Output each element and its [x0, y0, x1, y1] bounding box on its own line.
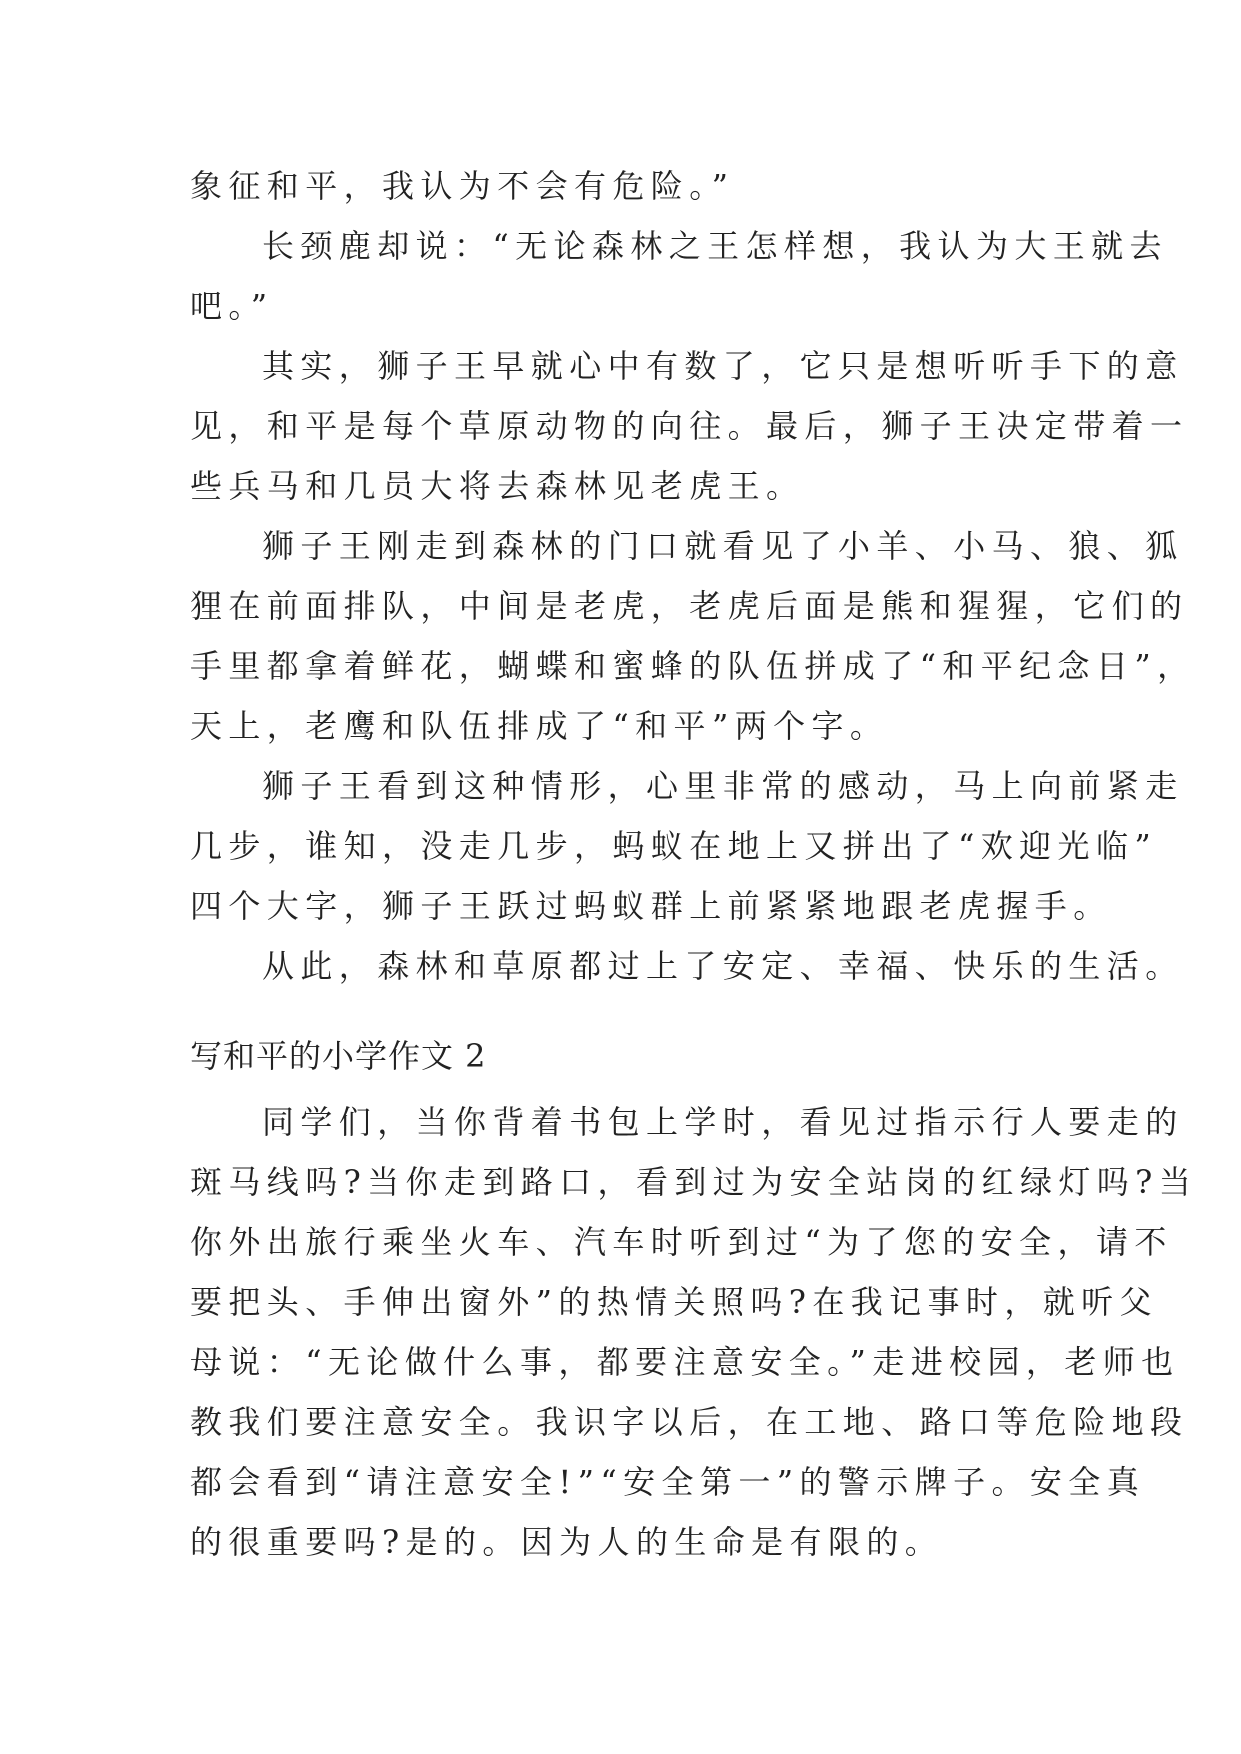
paragraph-line: 些兵马和几员大将去森林见老虎王。: [190, 467, 805, 505]
paragraph-line: 同学们，当你背着书包上学时，看见过指示行人要走的: [262, 1103, 1184, 1141]
paragraph-line: 你外出旅行乘坐火车、汽车时听到过“为了您的安全，请不: [190, 1223, 1173, 1261]
paragraph-line: 象征和平，我认为不会有危险。”: [190, 167, 735, 205]
paragraph-line: 的很重要吗?是的。因为人的生命是有限的。: [190, 1523, 944, 1561]
paragraph-line: 吧。”: [190, 287, 274, 325]
paragraph-line: 见，和平是每个草原动物的向往。最后，狮子王决定带着一: [190, 407, 1189, 445]
paragraph-line: 手里都拿着鲜花，蝴蝶和蜜蜂的队伍拼成了“和平纪念日”，: [190, 647, 1196, 685]
paragraph-line: 天上，老鹰和队伍排成了“和平”两个字。: [190, 707, 889, 745]
story-part-1: [190, 156, 1196, 996]
paragraph-line: 母说：“无论做什么事，都要注意安全。”走进校园，老师也: [190, 1343, 1180, 1381]
paragraph-line: 狸在前面排队，中间是老虎，老虎后面是熊和猩猩，它们的: [190, 587, 1189, 625]
paragraph-line: 教我们要注意安全。我识字以后，在工地、路口等危险地段: [190, 1403, 1189, 1441]
paragraph-line: 狮子王刚走到森林的门口就看见了小羊、小马、狼、狐: [262, 527, 1184, 565]
paragraph-line: 都会看到“请注意安全!”“安全第一”的警示牌子。安全真: [190, 1463, 1146, 1501]
paragraph-line: 从此，森林和草原都过上了安定、幸福、快乐的生活。: [262, 947, 1184, 985]
section-heading: 写和平的小学作文 2: [190, 1037, 487, 1075]
paragraph-line: 其实，狮子王早就心中有数了，它只是想听听手下的意: [262, 347, 1184, 385]
paragraph-line: 四个大字，狮子王跃过蚂蚁群上前紧紧地跟老虎握手。: [190, 887, 1112, 925]
paragraph-line: 狮子王看到这种情形，心里非常的感动，马上向前紧走: [262, 767, 1184, 805]
paragraph-line: 要把头、手伸出窗外”的热情关照吗?在我记事时，就听父: [190, 1283, 1158, 1321]
essay-part-2: [190, 1092, 1198, 1572]
paragraph-line: 几步，谁知，没走几步，蚂蚁在地上又拼出了“欢迎光临”: [190, 827, 1158, 865]
paragraph-line: 斑马线吗?当你走到路口，看到过为安全站岗的红绿灯吗?当: [190, 1163, 1198, 1201]
paragraph-line: 长颈鹿却说：“无论森林之王怎样想，我认为大王就去: [262, 227, 1168, 265]
